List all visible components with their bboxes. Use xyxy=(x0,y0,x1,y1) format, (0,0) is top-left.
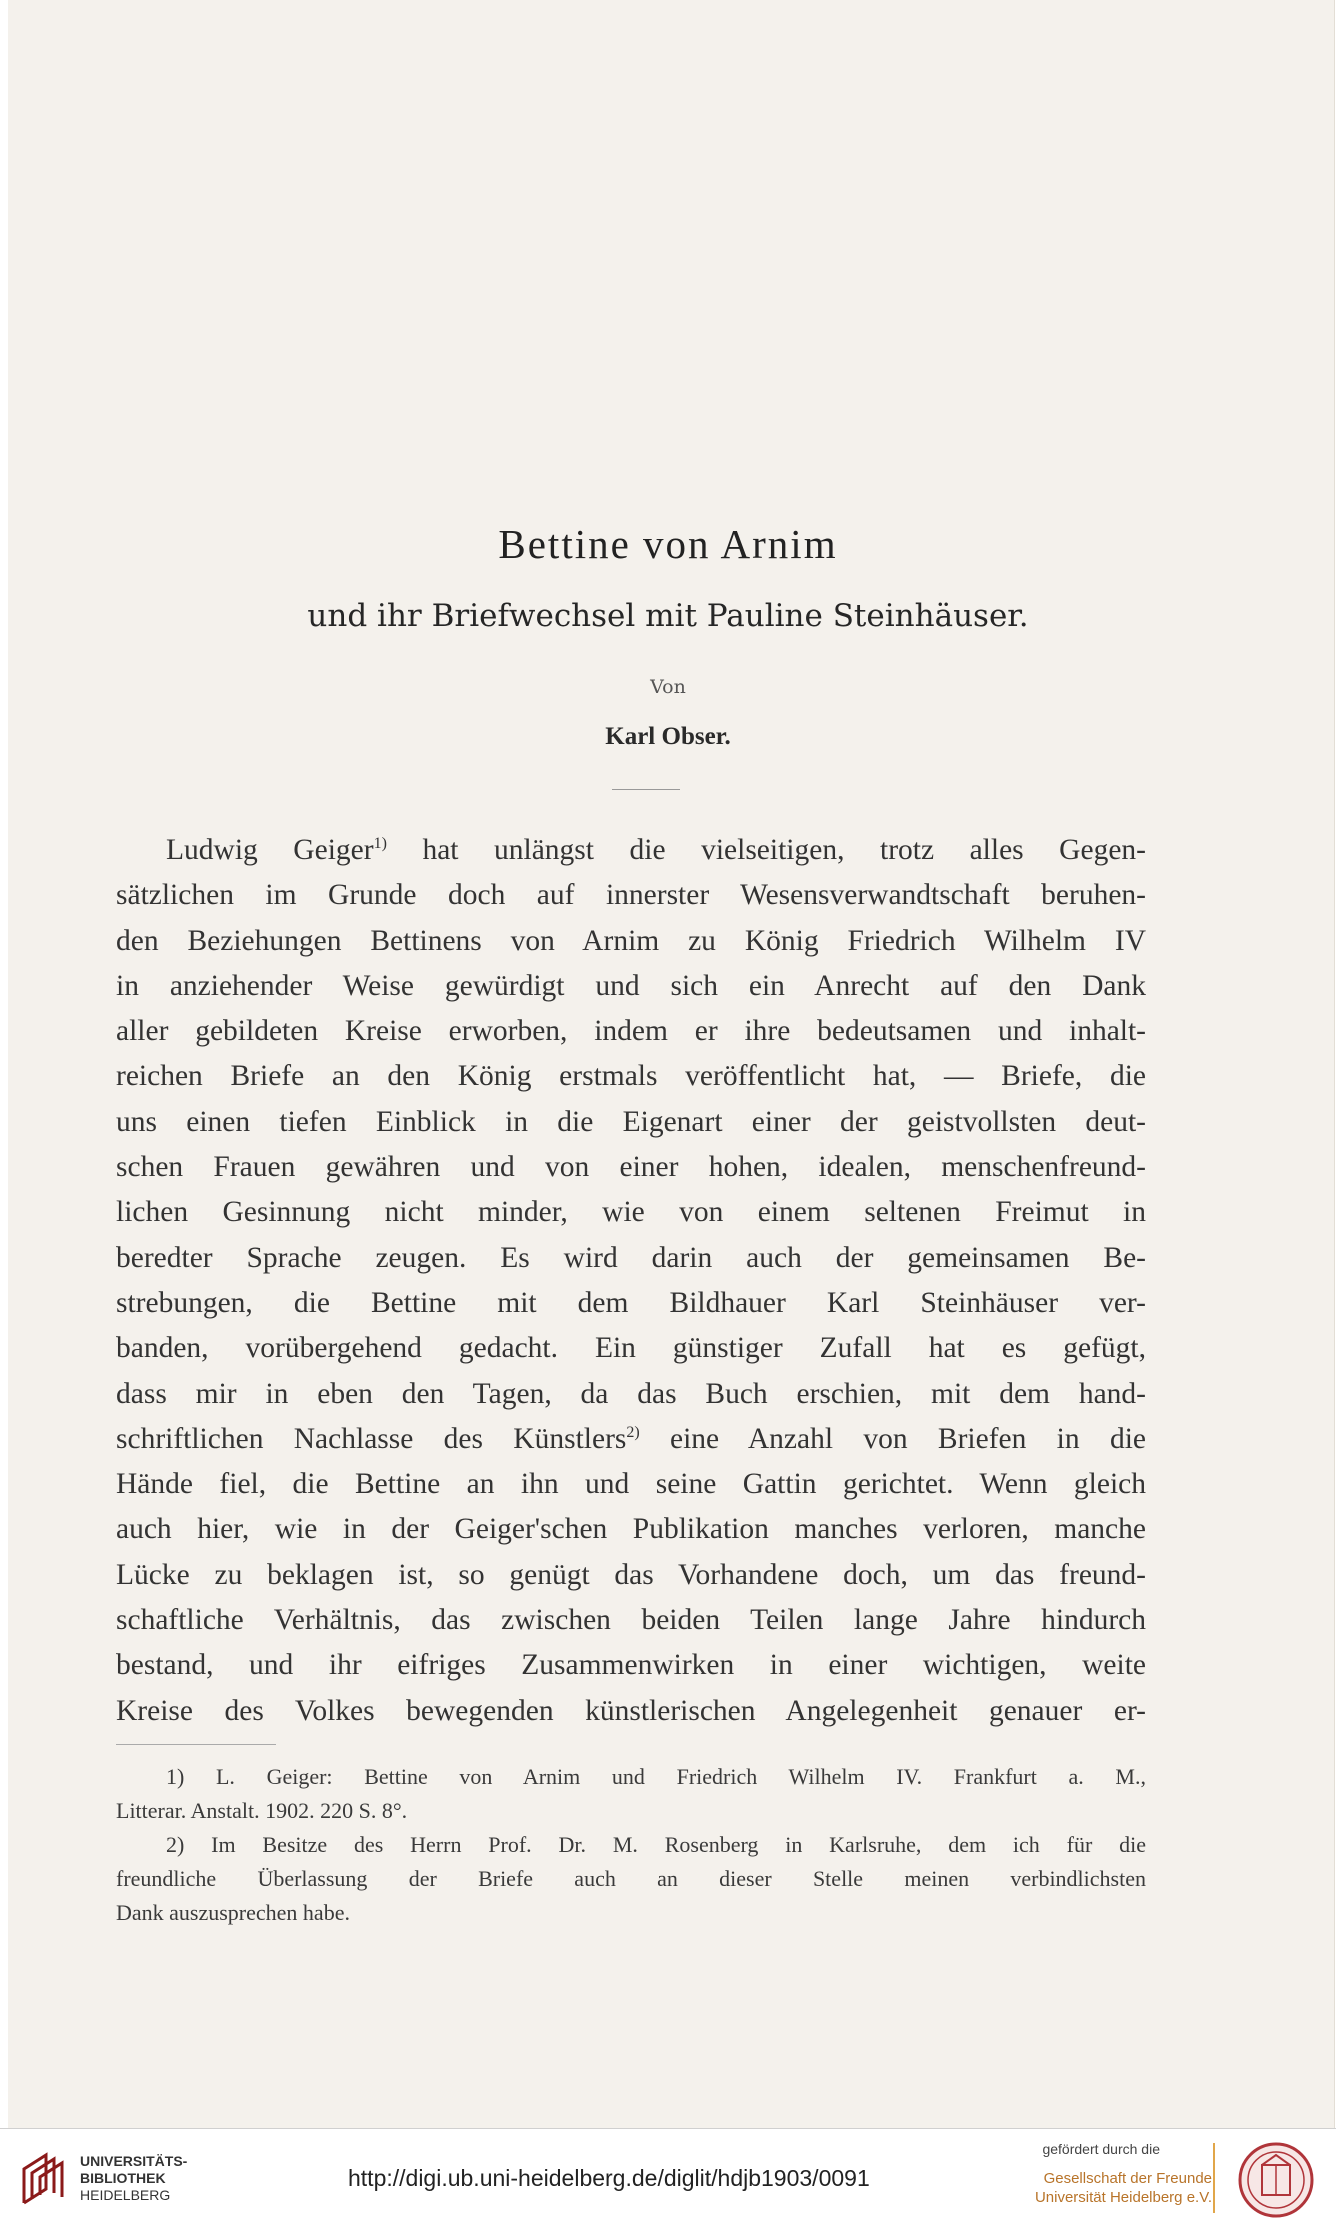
body-line xyxy=(116,1145,1146,1190)
footer-bar xyxy=(0,2128,1336,2226)
library-name-line: BIBLIOTHEK xyxy=(80,2170,166,2186)
body-line-text: uns einen tiefen Einblick in die Eigenart einer der geistvollsten deut- xyxy=(116,1105,1146,1138)
footnote-line: Litterar. Anstalt. 1902. 220 S. 8°. xyxy=(116,1798,408,1823)
body-line-text: schen Frauen gewähren und von einer hohen, idealen, menschenfreund- xyxy=(116,1151,1146,1184)
body-line-text: beredter Sprache zeugen. Es wird darin auch der gemeinsamen Be- xyxy=(116,1241,1146,1274)
footnote-divider xyxy=(116,1744,276,1745)
body-line xyxy=(116,1643,1146,1688)
body-line xyxy=(116,1100,1146,1145)
body-line-text: Kreise des Volkes bewegenden künstlerischen Angelegenheit genauer er- xyxy=(116,1694,1146,1727)
university-seal-icon[interactable] xyxy=(1232,2141,1320,2219)
body-line-text: reichen Briefe an den König erstmals veröffentlicht hat, — Briefe, die xyxy=(116,1060,1146,1093)
body-line-text: hat unlängst die vielseitigen, trotz alles Gegen- xyxy=(386,834,1146,866)
body-line xyxy=(116,1417,1146,1462)
footnote-marker: 1) xyxy=(373,835,387,852)
body-line-text: dass mir in eben den Tagen, da das Buch erschien, mit dem hand- xyxy=(116,1377,1146,1410)
library-name[interactable] xyxy=(80,2153,187,2204)
title-divider xyxy=(612,789,680,790)
sponsor-name-line: Gesellschaft der Freunde xyxy=(1043,2170,1212,2187)
body-line xyxy=(116,1009,1146,1054)
footnote-marker: 2) xyxy=(626,1423,640,1441)
body-line xyxy=(116,1553,1146,1598)
body-line xyxy=(116,919,1146,964)
body-line xyxy=(116,1462,1146,1507)
body-line-text: in anziehender Weise gewürdigt und sich ein Anrecht auf den Dank xyxy=(116,969,1146,1002)
library-name-line: UNIVERSITÄTS- xyxy=(80,2153,188,2169)
body-line xyxy=(116,828,1146,873)
body-line xyxy=(116,873,1146,918)
body-line-text: aller gebildeten Kreise erworben, indem er ihre bedeutsamen und inhalt- xyxy=(116,1015,1146,1048)
body-line-text: schriftlichen Nachlasse des Künstlers xyxy=(116,1422,627,1455)
byline-prefix: Von xyxy=(650,676,686,698)
body-line xyxy=(116,1507,1146,1552)
body-line xyxy=(116,1054,1146,1099)
permalink-url[interactable]: http://digi.ub.uni-heidelberg.de/diglit/hdjb1903/0091 xyxy=(348,2165,870,2191)
body-line xyxy=(116,1190,1146,1235)
sponsor-name-line: Universität Heidelberg e.V. xyxy=(1034,2189,1212,2206)
body-line-text: den Beziehungen Bettinens von Arnim zu König Friedrich Wilhelm IV xyxy=(116,924,1146,957)
body-line-text: schaftliche Verhältnis, das zwischen beiden Teilen lange Jahre hindurch xyxy=(116,1604,1146,1637)
footnotes xyxy=(116,1760,1146,1930)
body-line-text: lichen Gesinnung nicht minder, wie von einem seltenen Freimut in xyxy=(116,1196,1146,1229)
body-line xyxy=(116,1281,1146,1326)
body-line-text: sätzlichen im Grunde doch auf innerster Wesensverwandtschaft beruhen- xyxy=(116,879,1146,912)
body-line-text: strebungen, die Bettine mit dem Bildhauer Karl Steinhäuser ver- xyxy=(116,1286,1146,1319)
body-line xyxy=(116,1326,1146,1371)
body-line-text: Lücke zu beklagen ist, so genügt das Vorhandene doch, um das freund- xyxy=(116,1558,1146,1591)
body-line xyxy=(116,1372,1146,1417)
library-name-line: HEIDELBERG xyxy=(80,2187,171,2203)
body-line-text: eine Anzahl von Briefen in die xyxy=(639,1422,1146,1455)
article-title: Bettine von Arnim xyxy=(498,521,838,567)
body-text xyxy=(116,828,1146,1734)
sponsor-name[interactable] xyxy=(1035,2169,1212,2207)
body-line xyxy=(116,1689,1146,1734)
library-logo-icon[interactable] xyxy=(16,2151,70,2207)
body-line-text: Ludwig Geiger xyxy=(166,834,374,866)
author-name: Karl Obser. xyxy=(605,723,731,750)
footnote-line: 1) L. Geiger: Bettine von Arnim und Friedrich Wilhelm IV. Frankfurt a. M., xyxy=(166,1764,1146,1789)
footnote-line: freundliche Überlassung der Briefe auch an dieser Stelle meinen verbindlichsten xyxy=(116,1866,1146,1891)
body-line xyxy=(116,1598,1146,1643)
body-line-text: auch hier, wie in der Geiger'schen Publikation manches verloren, manche xyxy=(116,1513,1146,1546)
body-line xyxy=(116,1236,1146,1281)
funded-by-label: gefördert durch die xyxy=(1042,2141,1160,2157)
body-line-text: bestand, und ihr eifriges Zusammenwirken in einer wichtigen, weite xyxy=(116,1649,1146,1682)
body-line-text: Hände fiel, die Bettine an ihn und seine Gattin gerichtet. Wenn gleich xyxy=(116,1468,1146,1501)
body-line-text: banden, vorübergehend gedacht. Ein günstiger Zufall hat es gefügt, xyxy=(116,1332,1146,1365)
footnote-line: Dank auszusprechen habe. xyxy=(116,1900,350,1925)
article-subtitle: und ihr Briefwechsel mit Pauline Steinhäuser. xyxy=(307,598,1029,634)
sponsor-divider xyxy=(1213,2143,1215,2213)
footnote-line: 2) Im Besitze des Herrn Prof. Dr. M. Rosenberg in Karlsruhe, dem ich für die xyxy=(166,1832,1146,1857)
body-line xyxy=(116,964,1146,1009)
